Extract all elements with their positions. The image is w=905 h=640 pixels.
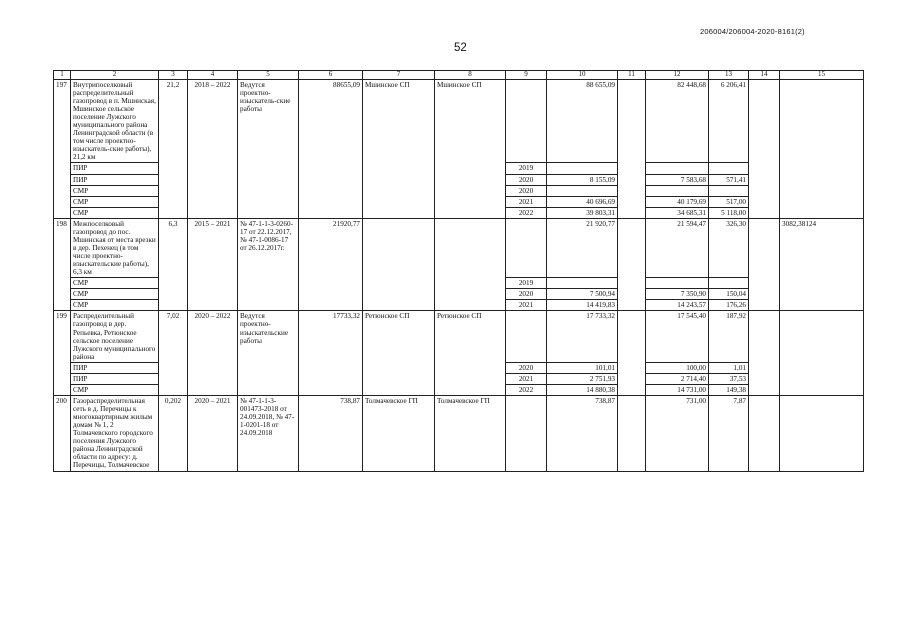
amount-local: 326,30 (709, 218, 749, 277)
permit-info: № 47-1-1-3-0260-17 от 22.12.2017, № 47-1-0086-17 от 26.12.2017г. (238, 218, 299, 311)
column-number: 7 (363, 71, 435, 80)
period: 2020 – 2022 (188, 311, 238, 396)
work-type: СМР (71, 185, 159, 196)
year: 2020 (506, 362, 547, 373)
year: 2019 (506, 163, 547, 174)
permit-info: Ведутся проектно-изыскатель-ские работы (238, 79, 299, 218)
amount-total: 40 696,69 (547, 196, 618, 207)
amount-regional: 14 243,57 (646, 300, 709, 311)
work-type: СМР (71, 289, 159, 300)
amount-regional: 7 583,68 (646, 174, 709, 185)
col11-cell (618, 79, 646, 218)
amount-total (547, 278, 618, 289)
total-cost: 21920,77 (299, 218, 363, 311)
amount-local: 187,92 (709, 311, 749, 362)
column-number: 6 (299, 71, 363, 80)
length-km: 0,202 (159, 395, 188, 471)
amount-local (709, 278, 749, 289)
amount-total: 7 500,94 (547, 289, 618, 300)
amount-local (709, 185, 749, 196)
amount-total: 8 155,09 (547, 174, 618, 185)
amount-total: 17 733,32 (547, 311, 618, 362)
amount-regional: 100,00 (646, 362, 709, 373)
amount-total (547, 185, 618, 196)
entry-number: 200 (54, 395, 71, 471)
year-cell (506, 395, 547, 471)
work-type: СМР (71, 384, 159, 395)
amount-regional: 2 714,40 (646, 373, 709, 384)
col15-value (780, 311, 864, 396)
object-name: Внутрипоселковый распределительный газопровод в п. Мшинская, Мшинское сельское поселение Лужского муниципального района Ленинградской области (в том числе проектно-изыскатель-ские работы), 21,2 км (71, 79, 159, 163)
amount-local: 1,01 (709, 362, 749, 373)
year: 2020 (506, 174, 547, 185)
amount-local: 37,53 (709, 373, 749, 384)
amount-local: 7,87 (709, 395, 749, 471)
total-cost: 17733,32 (299, 311, 363, 396)
column-number: 12 (646, 71, 709, 80)
col15-value: 3082,38124 (780, 218, 864, 311)
object-name: Газораспределительная сеть в д. Перечицы к многоквартирным жилым домам № 1, 2 Толмачевского городского поселения Лужского района Ленинградской области по адресу: д. Перечицы, Толмачевское (71, 395, 159, 471)
table-row (54, 311, 864, 362)
column-number: 2 (71, 71, 159, 80)
column-number: 1 (54, 71, 71, 80)
amount-total: 39 803,31 (547, 207, 618, 218)
year: 2022 (506, 207, 547, 218)
col11-cell (618, 395, 646, 471)
amount-regional: 34 685,31 (646, 207, 709, 218)
col14-cell (749, 395, 780, 471)
length-km: 7,02 (159, 311, 188, 396)
amount-regional (646, 163, 709, 174)
amount-total: 88 655,09 (547, 79, 618, 163)
column-number: 9 (506, 71, 547, 80)
entry-number: 198 (54, 218, 71, 311)
col14-cell (749, 218, 780, 311)
year-cell (506, 311, 547, 362)
amount-total (547, 163, 618, 174)
col15-value (780, 79, 864, 218)
work-type: ПИР (71, 373, 159, 384)
customer: Ретюнское СП (363, 311, 435, 396)
amount-local: 149,38 (709, 384, 749, 395)
amount-total: 101,01 (547, 362, 618, 373)
year: 2022 (506, 384, 547, 395)
amount-local: 176,26 (709, 300, 749, 311)
customer (363, 218, 435, 311)
year: 2020 (506, 185, 547, 196)
column-number: 14 (749, 71, 780, 80)
amount-total: 14 419,83 (547, 300, 618, 311)
location: Толмачевское ГП (435, 395, 506, 471)
amount-total: 21 920,77 (547, 218, 618, 277)
column-number: 15 (780, 71, 864, 80)
column-number: 4 (188, 71, 238, 80)
col14-cell (749, 311, 780, 396)
amount-total: 2 751,93 (547, 373, 618, 384)
permit-info: № 47-1-1-3-001473-2018 от 24.09.2018, № 47-1-0201-18 от 24.09.2018 (238, 395, 299, 471)
location: Мшинское СП (435, 79, 506, 218)
work-type: ПИР (71, 174, 159, 185)
location (435, 218, 506, 311)
object-name: Межпоселковый газопровод до пос. Мшинская от места врезки в дер. Пехенец (в том числе проектно-изыскательские работы), 6,3 км (71, 218, 159, 277)
customer: Толмачевское ГП (363, 395, 435, 471)
column-number: 13 (709, 71, 749, 80)
period: 2020 – 2021 (188, 395, 238, 471)
table-row (54, 79, 864, 163)
total-cost: 738,87 (299, 395, 363, 471)
amount-total: 14 880,38 (547, 384, 618, 395)
year: 2021 (506, 300, 547, 311)
period: 2018 – 2022 (188, 79, 238, 218)
length-km: 6,3 (159, 218, 188, 311)
amount-regional: 40 179,69 (646, 196, 709, 207)
amount-regional: 21 594,47 (646, 218, 709, 277)
location: Ретюнское СП (435, 311, 506, 396)
year: 2019 (506, 278, 547, 289)
col14-cell (749, 79, 780, 218)
work-type: ПИР (71, 163, 159, 174)
column-number-row (54, 71, 864, 80)
amount-regional: 17 545,40 (646, 311, 709, 362)
year-cell (506, 79, 547, 163)
entry-number: 197 (54, 79, 71, 218)
work-type: СМР (71, 207, 159, 218)
year: 2020 (506, 289, 547, 300)
amount-local: 571,41 (709, 174, 749, 185)
year: 2021 (506, 196, 547, 207)
object-name: Распределительный газопровод в дер. Репьевка, Ретюнское сельское поселение Лужского муниципального района (71, 311, 159, 362)
work-type: СМР (71, 300, 159, 311)
register-table (53, 70, 864, 472)
amount-local: 6 206,41 (709, 79, 749, 163)
page-number: 52 (454, 42, 467, 54)
length-km: 21,2 (159, 79, 188, 218)
work-type: ПИР (71, 362, 159, 373)
col11-cell (618, 311, 646, 396)
entry-number: 199 (54, 311, 71, 396)
work-type: СМР (71, 196, 159, 207)
amount-regional (646, 278, 709, 289)
column-number: 3 (159, 71, 188, 80)
amount-regional: 82 448,68 (646, 79, 709, 163)
col15-value (780, 395, 864, 471)
period: 2015 – 2021 (188, 218, 238, 311)
column-number: 11 (618, 71, 646, 80)
column-number: 10 (547, 71, 618, 80)
column-number: 5 (238, 71, 299, 80)
table-row (54, 395, 864, 471)
permit-info: Ведутся проектно-изыскательские работы (238, 311, 299, 396)
amount-local: 5 118,00 (709, 207, 749, 218)
customer: Мшинское СП (363, 79, 435, 218)
total-cost: 88655,09 (299, 79, 363, 218)
table-row (54, 218, 864, 277)
amount-local: 150,04 (709, 289, 749, 300)
document-reference: 206004/206004-2020-8161(2) (700, 27, 805, 36)
amount-local (709, 163, 749, 174)
year: 2021 (506, 373, 547, 384)
amount-regional (646, 185, 709, 196)
year-cell (506, 218, 547, 277)
amount-regional: 731,00 (646, 395, 709, 471)
work-type: СМР (71, 278, 159, 289)
amount-regional: 7 350,90 (646, 289, 709, 300)
col11-cell (618, 218, 646, 311)
amount-local: 517,00 (709, 196, 749, 207)
amount-total: 738,87 (547, 395, 618, 471)
amount-regional: 14 731,00 (646, 384, 709, 395)
column-number: 8 (435, 71, 506, 80)
